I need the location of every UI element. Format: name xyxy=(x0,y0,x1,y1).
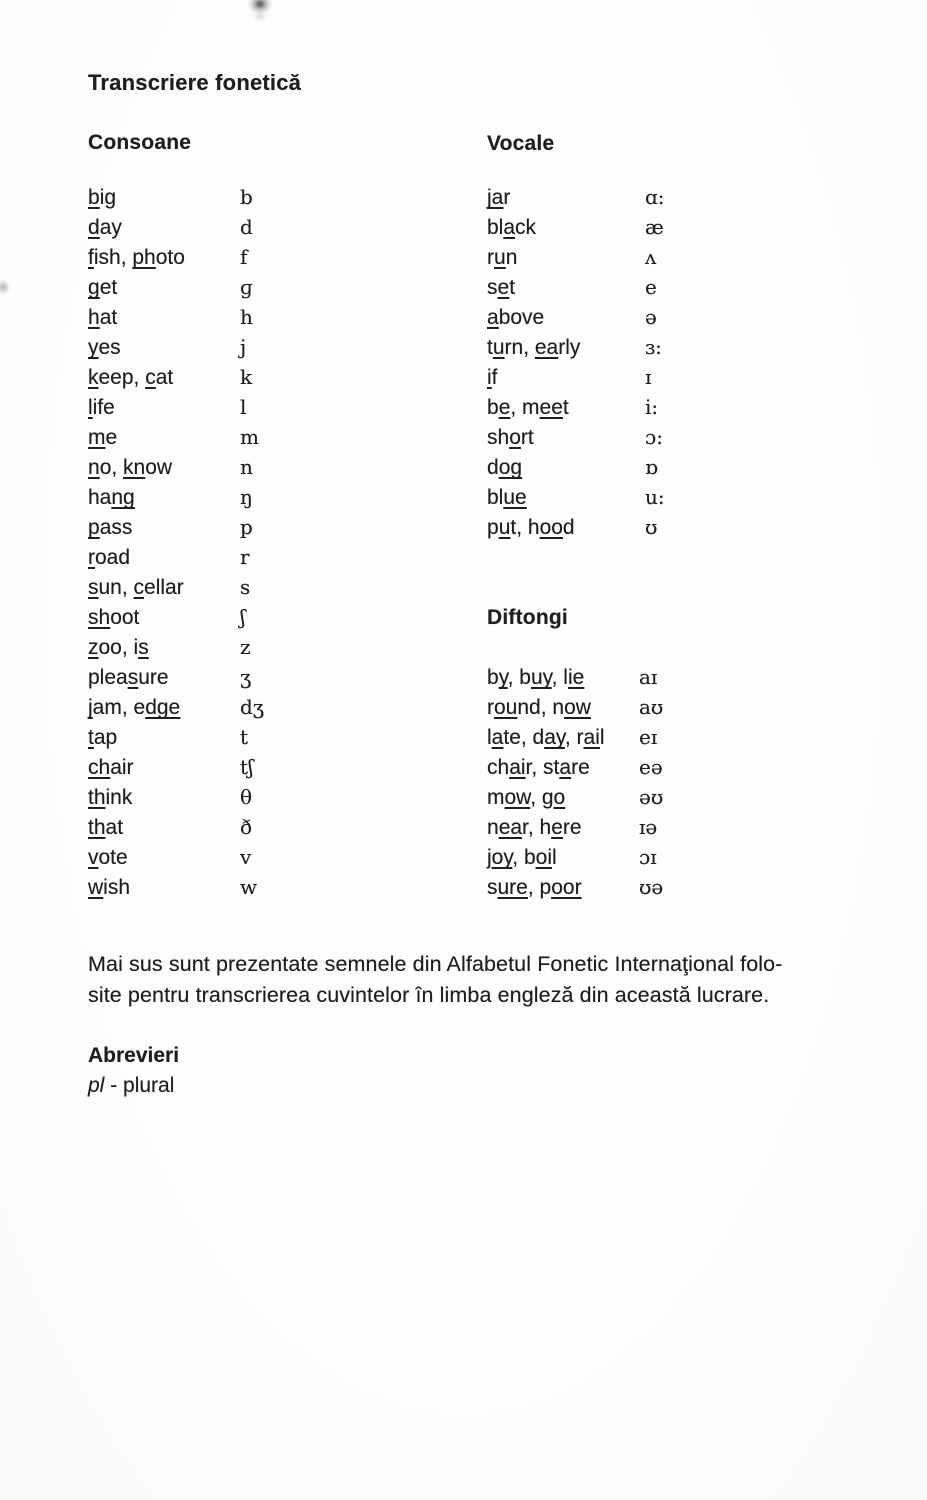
scan-dot-artifact xyxy=(0,280,10,294)
example-words: chair, stare xyxy=(487,756,590,779)
entry-row xyxy=(88,512,264,542)
example-words: hat xyxy=(88,306,118,329)
phonetic-symbol: ə xyxy=(645,305,657,329)
example-words: late, day, rail xyxy=(487,726,605,749)
phonetic-symbol: z xyxy=(240,635,251,659)
phonetic-symbol: h xyxy=(240,305,253,329)
entry-row xyxy=(88,332,264,362)
vowels-list xyxy=(487,182,665,542)
example-words: tap xyxy=(88,726,118,749)
phonetic-symbol: u: xyxy=(645,485,665,509)
entry-row xyxy=(88,812,264,842)
entry-row xyxy=(88,662,264,692)
phonetic-symbol: tʃ xyxy=(240,755,254,779)
entry-row xyxy=(88,482,264,512)
example-words: joy, boil xyxy=(487,846,557,869)
phonetic-symbol: b xyxy=(240,185,253,209)
entry-row xyxy=(487,212,665,242)
phonetic-symbol: f xyxy=(240,245,248,269)
example-words: shoot xyxy=(88,606,140,629)
entry-row xyxy=(487,872,663,902)
example-words: wish xyxy=(88,876,131,899)
entry-row xyxy=(487,662,663,692)
entry-row xyxy=(487,332,665,362)
phonetic-symbol: w xyxy=(240,875,258,899)
entry-row xyxy=(88,422,264,452)
entry-row xyxy=(487,782,663,812)
page-title: Transcriere fonetică xyxy=(88,70,302,95)
abbreviation-entry xyxy=(88,1074,174,1098)
phonetic-symbol: m xyxy=(240,425,259,449)
entry-row xyxy=(487,752,663,782)
example-words: life xyxy=(88,396,115,419)
phonetic-symbol: e xyxy=(645,275,657,299)
entry-row xyxy=(88,572,264,602)
phonetic-symbol: ɪ xyxy=(645,365,652,389)
phonetic-symbol: n xyxy=(240,455,253,479)
example-words: sure, poor xyxy=(487,876,582,899)
explanatory-paragraph xyxy=(88,949,863,1011)
example-words: big xyxy=(88,186,117,209)
example-words: put, hood xyxy=(487,516,575,539)
entry-row xyxy=(487,392,665,422)
phonetic-symbol: ɑ: xyxy=(645,185,665,209)
example-words: turn, early xyxy=(487,336,581,359)
example-words: set xyxy=(487,276,516,299)
phonetic-symbol: ɡ xyxy=(240,275,253,299)
entry-row xyxy=(487,722,663,752)
phonetic-symbol: æ xyxy=(645,215,664,239)
phonetic-symbol: ŋ xyxy=(240,485,253,509)
entry-row xyxy=(88,302,264,332)
phonetic-symbol: ʃ xyxy=(240,605,246,629)
entry-row xyxy=(88,362,264,392)
example-words: sun, cellar xyxy=(88,576,184,599)
example-words: blue xyxy=(487,486,527,509)
entry-row xyxy=(88,872,264,902)
example-words: road xyxy=(88,546,131,569)
abbreviation-term: pl xyxy=(88,1074,105,1097)
example-words: chair xyxy=(88,756,134,779)
example-words: day xyxy=(88,216,122,239)
phonetic-symbol: ɜ: xyxy=(645,335,662,359)
entry-row xyxy=(88,602,264,632)
example-words: keep, cat xyxy=(88,366,174,389)
entry-row xyxy=(487,242,665,272)
phonetic-symbol: ɔ: xyxy=(645,425,663,449)
diphthongs-heading: Diftongi xyxy=(487,606,568,629)
example-words: vote xyxy=(88,846,128,869)
phonetic-symbol: ð xyxy=(240,815,253,839)
phonetic-symbol: ɒ xyxy=(645,455,658,479)
paragraph-line-1: Mai sus sunt prezentate semnele din Alfabetul Fonetic Internaţional folo- xyxy=(88,952,783,976)
entry-row xyxy=(88,752,264,782)
entry-row xyxy=(487,452,665,482)
example-words: round, now xyxy=(487,696,591,719)
example-words: hang xyxy=(88,486,135,509)
entry-row xyxy=(487,512,665,542)
scan-smudge-artifact xyxy=(252,10,268,22)
entry-row xyxy=(88,542,264,572)
example-words: jar xyxy=(487,186,511,209)
phonetic-symbol: θ xyxy=(240,785,253,809)
example-words: zoo, is xyxy=(88,636,149,659)
entry-row xyxy=(88,452,264,482)
phonetic-symbol: l xyxy=(240,395,247,419)
phonetic-symbol: i: xyxy=(645,395,659,419)
example-words: black xyxy=(487,216,537,239)
entry-row xyxy=(88,692,264,722)
abbreviation-meaning: - plural xyxy=(104,1074,175,1097)
phonetic-symbol: v xyxy=(240,845,252,869)
example-words: by, buy, lie xyxy=(487,666,585,689)
example-words: be, meet xyxy=(487,396,569,419)
phonetic-symbol: aʊ xyxy=(639,695,664,719)
phonetic-symbol: s xyxy=(240,575,251,599)
phonetic-symbol: ʊə xyxy=(639,875,664,899)
entry-row xyxy=(487,842,663,872)
entry-row xyxy=(88,242,264,272)
example-words: near, here xyxy=(487,816,582,839)
paragraph-line-2: site pentru transcrierea cuvintelor în limba engleză din această lucrare. xyxy=(88,983,770,1007)
entry-row xyxy=(487,362,665,392)
entry-row xyxy=(487,182,665,212)
example-words: pass xyxy=(88,516,133,539)
phonetic-symbol: dʒ xyxy=(240,695,265,719)
entry-row xyxy=(88,392,264,422)
diphthongs-list xyxy=(487,662,663,902)
phonetic-symbol: t xyxy=(240,725,249,749)
example-words: jam, edge xyxy=(88,696,181,719)
example-words: me xyxy=(88,426,118,449)
phonetic-symbol: d xyxy=(240,215,253,239)
consonants-heading: Consoane xyxy=(88,131,192,154)
phonetic-symbol: ʒ xyxy=(240,665,252,689)
example-words: mow, go xyxy=(487,786,566,809)
phonetic-symbol: ʌ xyxy=(645,245,657,269)
example-words: run xyxy=(487,246,518,269)
entry-row xyxy=(88,632,264,662)
example-words: yes xyxy=(88,336,121,359)
phonetic-symbol: əʊ xyxy=(639,785,664,809)
entry-row xyxy=(487,422,665,452)
phonetic-symbol: k xyxy=(240,365,253,389)
example-words: fish, photo xyxy=(88,246,185,269)
phonetic-symbol: aɪ xyxy=(639,665,658,689)
vowels-heading: Vocale xyxy=(487,132,555,155)
phonetic-symbol: ɔɪ xyxy=(639,845,657,869)
phonetic-symbol: eə xyxy=(639,755,663,779)
entry-row xyxy=(487,302,665,332)
example-words: above xyxy=(487,306,545,329)
phonetic-symbol: p xyxy=(240,515,253,539)
phonetic-symbol: eɪ xyxy=(639,725,658,749)
entry-row xyxy=(88,842,264,872)
phonetic-symbol: j xyxy=(240,335,247,359)
example-words: think xyxy=(88,786,133,809)
entry-row xyxy=(487,812,663,842)
phonetic-symbol: ʊ xyxy=(645,515,658,539)
example-words: if xyxy=(487,366,498,389)
entry-row xyxy=(487,272,665,302)
example-words: that xyxy=(88,816,124,839)
entry-row xyxy=(88,182,264,212)
entry-row xyxy=(88,212,264,242)
example-words: get xyxy=(88,276,118,299)
entry-row xyxy=(88,782,264,812)
entry-row xyxy=(487,482,665,512)
entry-row xyxy=(88,722,264,752)
consonants-list xyxy=(88,182,264,902)
abbreviations-heading: Abrevieri xyxy=(88,1044,180,1067)
entry-row xyxy=(88,272,264,302)
phonetic-symbol: r xyxy=(240,545,250,569)
example-words: pleasure xyxy=(88,666,169,689)
example-words: no, know xyxy=(88,456,173,479)
example-words: short xyxy=(487,426,534,449)
phonetic-symbol: ɪə xyxy=(639,815,658,839)
entry-row xyxy=(487,692,663,722)
example-words: dog xyxy=(487,456,523,479)
